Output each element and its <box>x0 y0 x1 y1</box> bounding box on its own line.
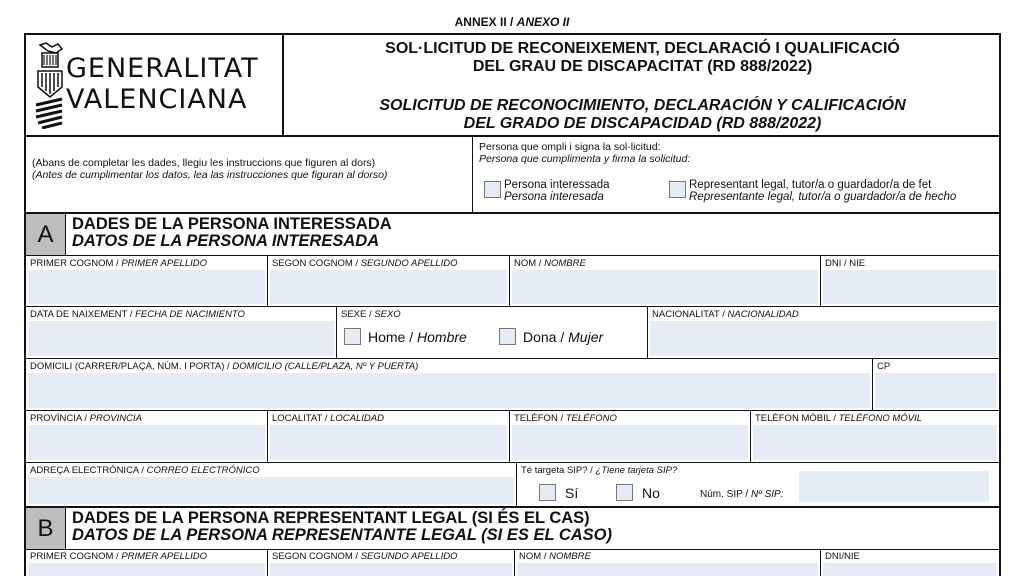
female-label: Dona / Mujer <box>523 329 604 345</box>
mobile-input[interactable] <box>753 425 997 460</box>
section-b-title-es: DATOS DE LA PERSONA REPRESENTANTE LEGAL (SI ES EL CASO) <box>72 526 612 544</box>
title-es-line-1: SOLICITUD DE RECONOCIMIENTO, DECLARACIÓN Y CALIFICACIÓN <box>379 97 906 114</box>
instructions-ca: (Abans de completar les dades, llegiu les instruccions que figuren al dors) <box>32 157 376 169</box>
rep-second-surname-cell: SEGON COGNOM / SEGUNDO APELLIDO <box>268 549 515 576</box>
title-ca-line-1: SOL·LICITUD DE RECONEIXEMENT, DECLARACIÓ I QUALIFICACIÓ <box>385 40 900 57</box>
annex-title: ANNEX II / ANEXO II <box>454 15 570 29</box>
birth-date-input[interactable] <box>28 321 334 356</box>
section-a-header <box>26 214 999 256</box>
address-input[interactable] <box>28 373 870 408</box>
section-a-contact-row <box>26 411 999 463</box>
sip-yes-label: Sí <box>565 485 579 501</box>
rep-name-cell: NOM / NOMBRE <box>515 549 821 576</box>
address-cell: DOMICILI (CARRER/PLAÇA, NÚM. I PORTA) / DOMICILIO (CALLE/PLAZA, Nº Y PUERTA) <box>26 359 873 410</box>
interested-person-label <box>504 179 609 203</box>
section-b-letter: B <box>26 508 66 549</box>
nationality-cell: NACIONALITAT / NACIONALIDAD <box>648 307 999 358</box>
opt2-ca: Representant legal, tutor/a o guardador/a de fet <box>689 179 932 191</box>
rep-first-surname-cell: PRIMER COGNOM / PRIMER APELLIDO <box>26 549 268 576</box>
section-b-title-ca: DADES DE LA PERSONA REPRESENTANT LEGAL (SI ÉS EL CAS) <box>72 509 590 527</box>
dni-cell: DNI / NIE <box>821 256 999 306</box>
rep-name-input[interactable] <box>517 563 818 576</box>
email-input[interactable] <box>28 477 514 504</box>
phone-cell: TELÈFON / TELÉFONO <box>510 411 751 462</box>
form-frame <box>24 33 1001 576</box>
section-b-name-row <box>26 549 999 576</box>
birth-date-cell: DATA DE NAIXEMENT / FECHA DE NACIMIENTO <box>26 307 337 358</box>
dni-input[interactable] <box>823 270 997 304</box>
sip-no-checkbox[interactable] <box>616 484 633 501</box>
male-label: Home / Hombre <box>368 329 467 345</box>
section-a-address-row <box>26 359 999 411</box>
title-ca-line-2: DEL GRAU DE DISCAPACITAT (RD 888/2022) <box>472 58 813 75</box>
sex-cell: SEXE / SEXO Home / Hombre Dona / Mujer <box>337 307 648 358</box>
annex-es: ANEXO II <box>516 15 570 29</box>
second-surname-cell: SEGON COGNOM / SEGUNDO APELLIDO <box>268 256 510 306</box>
province-cell: PROVÍNCIA / PROVINCIA <box>26 411 268 462</box>
sip-number-input[interactable] <box>799 471 989 502</box>
section-a-title-es: DATOS DE LA PERSONA INTERESADA <box>72 232 380 250</box>
instructions-es: (Antes de cumplimentar los datos, lea las instrucciones que figuran al dorso) <box>32 169 388 181</box>
legal-representative-label <box>689 179 956 203</box>
name-cell: NOM / NOMBRE <box>510 256 821 306</box>
opt1-es: Persona interesada <box>504 191 604 203</box>
logo-line-2: VALENCIANA <box>66 84 248 115</box>
title-es-line-2: DEL GRADO DE DISCAPACIDAD (RD 888/2022) <box>463 115 822 132</box>
female-checkbox[interactable] <box>499 328 516 345</box>
rep-first-surname-input[interactable] <box>28 563 265 576</box>
who-ca: Persona que ompli i signa la sol·licitud: <box>479 141 661 153</box>
locality-cell: LOCALITAT / LOCALIDAD <box>268 411 510 462</box>
section-a-birth-row <box>26 307 999 359</box>
opt2-es: Representante legal, tutor/a o guardador/a de hecho <box>689 191 957 203</box>
first-surname-input[interactable] <box>28 270 265 304</box>
mobile-cell: TELÈFON MÒBIL / TELÉFONO MÓVIL <box>751 411 999 462</box>
form-title <box>286 40 999 133</box>
opt1-ca: Persona interessada <box>504 179 610 191</box>
rep-dni-cell: DNI/NIE <box>821 549 999 576</box>
sip-no-label: No <box>642 485 660 501</box>
instructions-row <box>26 137 999 214</box>
male-checkbox[interactable] <box>344 328 361 345</box>
second-surname-input[interactable] <box>270 270 507 304</box>
coat-of-arms-icon <box>32 41 66 129</box>
section-a-name-row <box>26 256 999 307</box>
name-input[interactable] <box>512 270 818 304</box>
nationality-input[interactable] <box>650 321 997 356</box>
email-cell: ADREÇA ELECTRÒNICA / CORREO ELECTRÓNICO <box>26 463 517 506</box>
section-a-title-ca: DADES DE LA PERSONA INTERESSADA <box>72 215 392 233</box>
legal-representative-checkbox[interactable] <box>669 181 686 198</box>
applicant-type <box>472 137 999 212</box>
who-es: Persona que cumplimenta y firma la solicitud: <box>479 153 691 165</box>
locality-input[interactable] <box>270 425 507 460</box>
section-a-email-row <box>26 463 999 508</box>
instructions-text <box>32 157 387 181</box>
form-header <box>26 35 999 137</box>
sip-cell: Té targeta SIP? / ¿Tiene tarjeta SIP? Sí No Núm. SIP / Nº SIP: <box>517 463 999 506</box>
rep-second-surname-input[interactable] <box>270 563 512 576</box>
sip-number-label: Núm. SIP / Nº SIP: <box>700 489 784 500</box>
province-input[interactable] <box>28 425 265 460</box>
sip-yes-checkbox[interactable] <box>539 484 556 501</box>
phone-input[interactable] <box>512 425 748 460</box>
interested-person-checkbox[interactable] <box>484 181 501 198</box>
generalitat-logo <box>26 35 284 135</box>
section-a-letter: A <box>26 214 66 255</box>
rep-dni-input[interactable] <box>823 563 997 576</box>
logo-line-1: GENERALITAT <box>66 53 259 84</box>
postal-code-input[interactable] <box>875 373 997 408</box>
postal-code-cell: CP <box>873 359 999 410</box>
annex-ca: ANNEX II <box>454 15 507 29</box>
first-surname-cell: PRIMER COGNOM / PRIMER APELLIDO <box>26 256 268 306</box>
section-b-header <box>26 508 999 550</box>
